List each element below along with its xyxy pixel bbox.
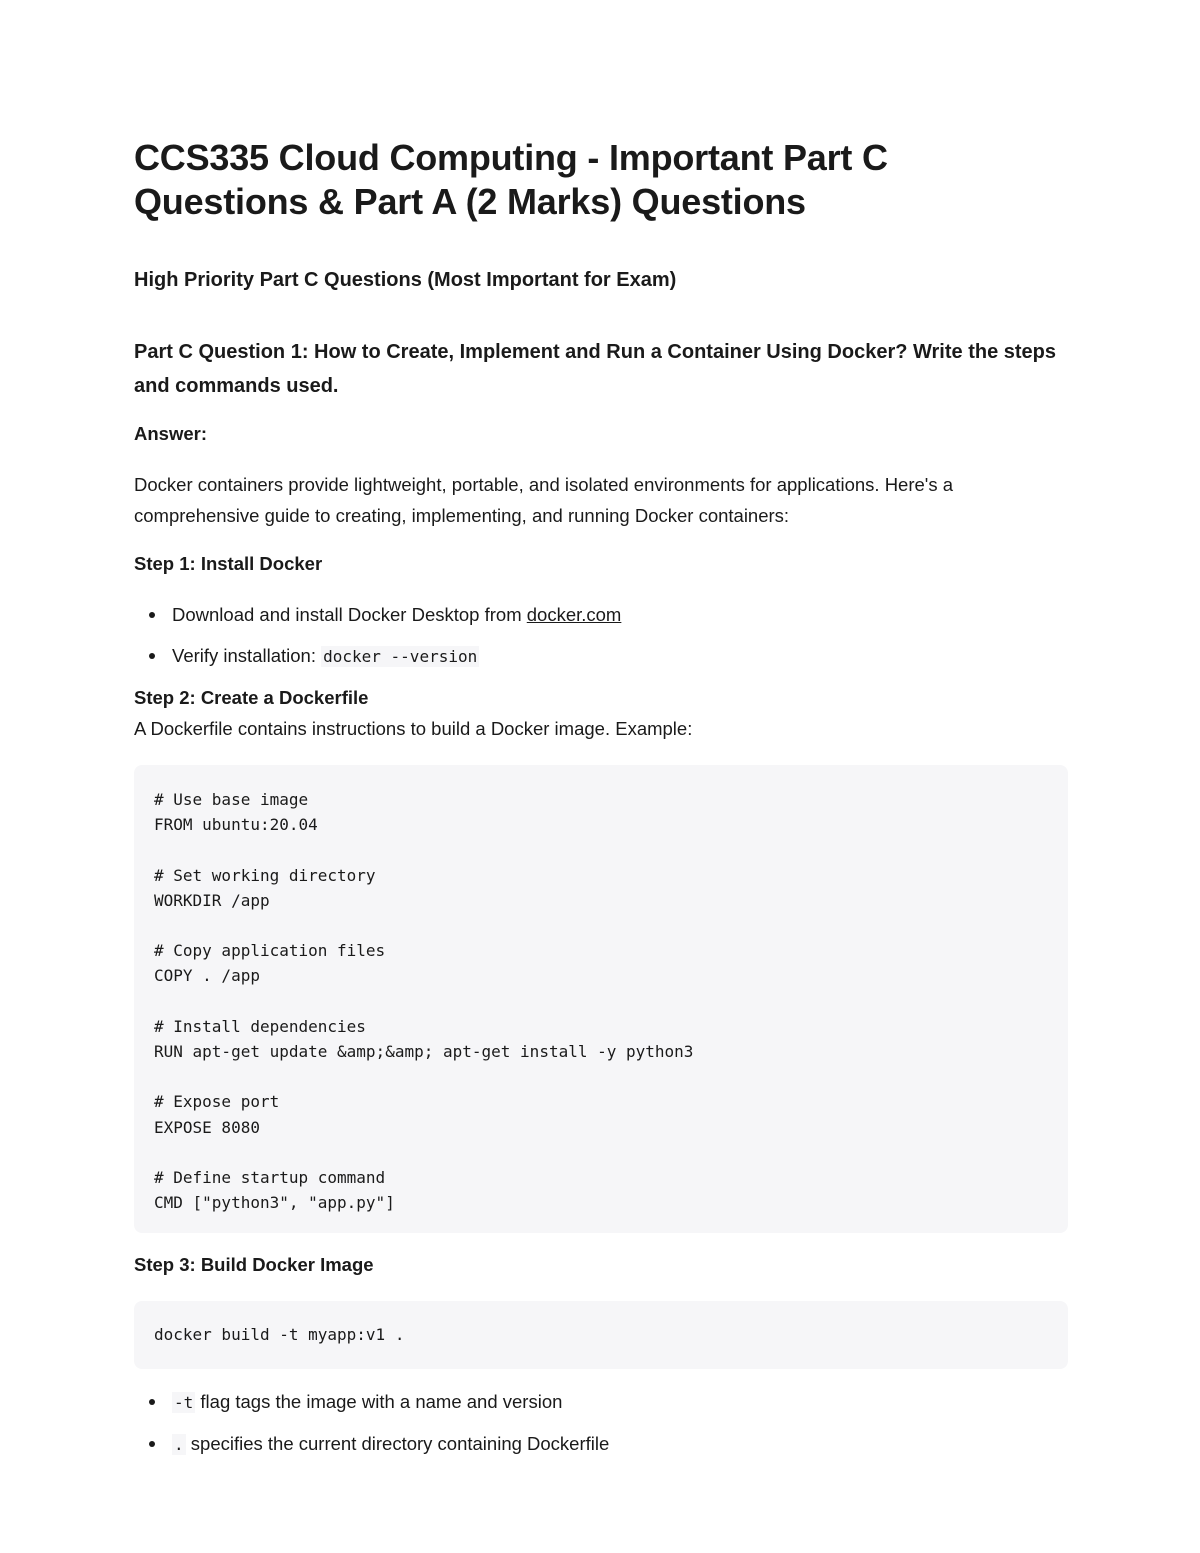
step1-title: Step 1: Install Docker xyxy=(134,553,323,574)
code-line: CMD ["python3", "app.py"] xyxy=(154,1193,395,1213)
question-title: Part C Question 1: How to Create, Implement and Run a Container Using Docker? Write the steps and commands used. xyxy=(134,341,1057,397)
section-heading: High Priority Part C Questions (Most Important for Exam) xyxy=(134,269,677,291)
build-command-block xyxy=(134,1301,1068,1368)
list-item xyxy=(172,1431,1068,1458)
code-line: # Set working directory xyxy=(154,865,376,885)
document-page xyxy=(134,136,1068,1458)
step2-title: Step 2: Create a Dockerfile xyxy=(134,687,369,708)
list-item xyxy=(172,1389,1068,1416)
code-line xyxy=(154,1140,1048,1165)
code-line xyxy=(154,837,1048,862)
code-line: FROM ubuntu:20.04 xyxy=(154,815,318,835)
code-line: EXPOSE 8080 xyxy=(154,1117,260,1137)
code-line: # Use base image xyxy=(154,790,309,809)
list-item-text: flag tags the image with a name and version xyxy=(195,1390,563,1412)
code-line: # Install dependencies xyxy=(154,1016,366,1036)
answer-label: Answer: xyxy=(134,423,207,444)
list-item-text: Download and install Docker Desktop from xyxy=(172,604,527,625)
docker-link[interactable]: docker.com xyxy=(526,604,622,625)
code-line: # Define startup command xyxy=(154,1167,386,1187)
document-title: CCS335 Cloud Computing - Important Part C Questions & Part A (2 Marks) Questions xyxy=(134,137,888,222)
code-line: # Expose port xyxy=(154,1092,280,1112)
code-line: # Copy application files xyxy=(154,941,386,961)
list-item-text: specifies the current directory containing Dockerfile xyxy=(185,1432,610,1454)
code-line: docker build -t myapp:v1 . xyxy=(154,1325,405,1345)
step3-list xyxy=(134,1389,1068,1458)
inline-code: . xyxy=(174,1434,184,1454)
list-item-text: Verify installation: xyxy=(172,645,322,666)
inline-code: docker --version xyxy=(323,647,478,666)
code-line xyxy=(154,1064,1048,1089)
code-line: WORKDIR /app xyxy=(154,890,270,910)
step2-description: A Dockerfile contains instructions to build a Docker image. Example: xyxy=(134,718,693,739)
inline-code: -t xyxy=(174,1392,194,1412)
code-line xyxy=(154,913,1048,938)
code-line xyxy=(154,989,1048,1014)
intro-paragraph: Docker containers provide lightweight, portable, and isolated environments for applications. Here's a comprehensive guide to creating, implementing, and running Docker containers: xyxy=(134,474,954,526)
dockerfile-code-block xyxy=(134,765,1068,1233)
list-item xyxy=(172,602,1068,628)
code-line: RUN apt-get update &amp;&amp; apt-get install -y python3 xyxy=(154,1041,694,1061)
step1-list xyxy=(134,602,1068,670)
step3-title: Step 3: Build Docker Image xyxy=(134,1254,374,1276)
code-line: COPY . /app xyxy=(154,966,260,986)
list-item xyxy=(172,643,1068,670)
